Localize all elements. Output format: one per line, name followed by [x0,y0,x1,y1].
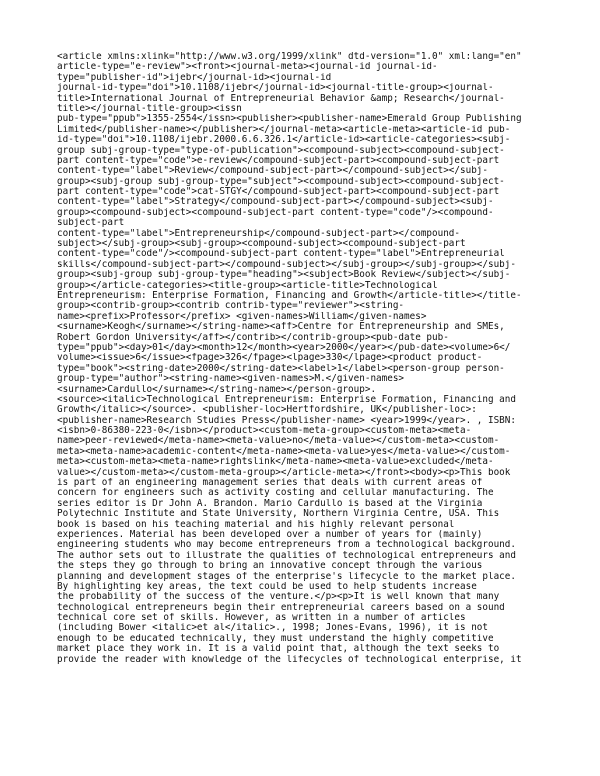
text-line: group subj-group-type="type-of-publication"><compound-subject><compound-subject- [57,145,505,156]
text-line: value></custom-meta></custom-meta-group></article-meta></front><body><p>This book [57,467,511,478]
text-line: <article xmlns:xlink="http://www.w3.org/1999/xlink" dtd-version="1.0" xml:lang="en" [57,52,522,62]
text-line: Growth</italic></source>. <publisher-loc>Hertfordshire, UK</publisher-loc>: [57,405,477,416]
text-line: enough to be educated technically, they must understand the highly competitive [57,633,494,644]
text-line: group-type="author"><string-name><given-names>M.</given-names> [57,374,405,385]
text-line: Limited</publisher-name></publisher></journal-meta><article-meta><article-id pub- [57,124,511,135]
text-line: <isbn>0-86380-223-0</isbn></product><custom-meta-group><custom-meta><meta- [57,426,472,437]
text-line: Robert Gordon University</aff></contrib></contrib-group><pub-date pub- [57,332,449,343]
text-line: engineering students who may become entrepreneurs from a technological background. [57,540,516,551]
text-line: planning and development stages of the enterprise's lifecycle to the market place. [57,571,516,582]
text-line: is part of an engineering management series that deals with current areas of [57,478,483,489]
text-line: By highlighting key areas, the text could be used to help students increase [57,581,477,592]
text-line: the probability of the success of the venture.</p><p>It is well known that many [57,592,500,603]
text-line: subject-part [57,218,125,229]
text-line: journal-id-type="doi">10.1108/ijebr</journal-id><journal-title-group><journal- [57,83,494,94]
text-line: market place they work in. It is a valid point that, although the text seeks to [57,644,500,655]
text-line: volume><issue>6</issue><fpage>326</fpage><lpage>330</lpage><product product- [57,353,483,364]
text-line: content-type="code"/><compound-subject-part content-type="label">Entrepreneurial [57,249,505,260]
text-line: provide the reader with knowledge of the lifecycles of technological enterprise, it [57,654,522,665]
text-line: title>International Journal of Entrepreneurial Behavior &amp; Research</journal- [57,93,505,104]
text-line: type="ppub"><day>01</day><month>12</month><year>2000</year></pub-date><volume>6</ [57,342,511,353]
text-line: (including Bower <italic>et al</italic>., 1998; Jones-Evans, 1996), it is not [57,623,488,634]
text-line: experiences. Material has been developed over a number of years for (mainly) [57,529,483,540]
text-line: content-type="label">Strategy</compound-subject-part></compound-subject><subj- [57,197,494,208]
text-line: Entrepreneurism: Enterprise Formation, Financing and Growth</article-title></title- [57,290,522,301]
text-line: <source><italic>Technological Entrepreneurism: Enterprise Formation, Financing and [57,394,516,405]
text-line: <publisher-name>Research Studies Press</publisher-name> <year>1999</year>. , ISBN: [57,415,516,426]
text-line: book is based on his teaching material and his highly relevant personal [57,519,455,530]
text-line: part content-type="code">e-review</compound-subject-part><compound-subject-part [57,155,500,166]
text-line: group><subj-group subj-group-type="heading"><subject>Book Review</subject></subj- [57,270,511,281]
text-line: meta><custom-meta><meta-name>rightslink</meta-name><meta-value>excluded</meta- [57,457,494,468]
xml-source-text [57,52,557,665]
text-line: type="publisher-id">ijebr</journal-id><journal-id [57,72,332,83]
text-line: skills</compound-subject-part></compound-subject></subj-group></subj-group></subj- [57,259,516,270]
text-line: group><contrib-group><contrib contrib-type="reviewer"><string- [57,301,405,312]
text-line: technological entrepreneurs begin their entrepreneurial careers based on a sound [57,602,505,613]
text-line: meta><meta-name>academic-content</meta-name><meta-value>yes</meta-value></custom- [57,446,511,457]
text-line: title></journal-title-group><issn [57,103,242,114]
text-line: <surname>Cardullo</surname></string-name></person-group>. [57,384,377,395]
text-line: pub-type="ppub">1355-2554</issn><publisher><publisher-name>Emerald Group Publishing [57,114,522,125]
text-line: group></article-categories><title-group><article-title>Technological [57,280,438,291]
text-line: group><subj-group subj-group-type="subject"><compound-subject><compound-subject- [57,176,505,187]
text-line: article-type="e-review"><front><journal-meta><journal-id journal-id- [57,62,438,73]
text-line: type="book"><string-date>2000</string-date><label>1</label><person-group person- [57,363,505,374]
text-line: name>peer-reviewed</meta-name><meta-value>no</meta-value></custom-meta><custom- [57,436,500,447]
text-line: the steps they go through to bring an innovative concept through the various [57,561,483,572]
text-line: id-type="doi">10.1108/ijebr.2000.6.6.326.1</article-id><article-categories><subj- [57,135,511,146]
text-line: group><compound-subject><compound-subject-part content-type="code"/><compound- [57,207,494,218]
text-line: part content-type="code">cat-STGY</compound-subject-part><compound-subject-part [57,187,500,198]
text-line: series editor is Dr John A. Brandon. Mario Cardullo is based at the Virginia [57,498,483,509]
text-line: content-type="label">Entrepreneurship</compound-subject-part></compound- [57,228,460,239]
text-line: content-type="label">Review</compound-subject-part></compound-subject></subj- [57,166,488,177]
text-line: name><prefix>Professor</prefix> <given-names>William</given-names> [57,311,427,322]
text-line: technical core set of skills. However, as written in a number of articles [57,613,466,624]
text-line: Polytechnic Institute and State University, Northern Virginia Centre, USA. This [57,509,500,520]
text-line: subject></subj-group><subj-group><compound-subject><compound-subject-part [57,239,466,250]
text-line: The author sets out to illustrate the qualities of technological entrepreneurs and [57,550,516,561]
text-line: <surname>Keogh</surname></string-name><aff>Centre for Entrepreneurship and SMEs, [57,322,505,333]
text-line: concern for engineers such as activity costing and cellular manufacturing. The [57,488,494,499]
